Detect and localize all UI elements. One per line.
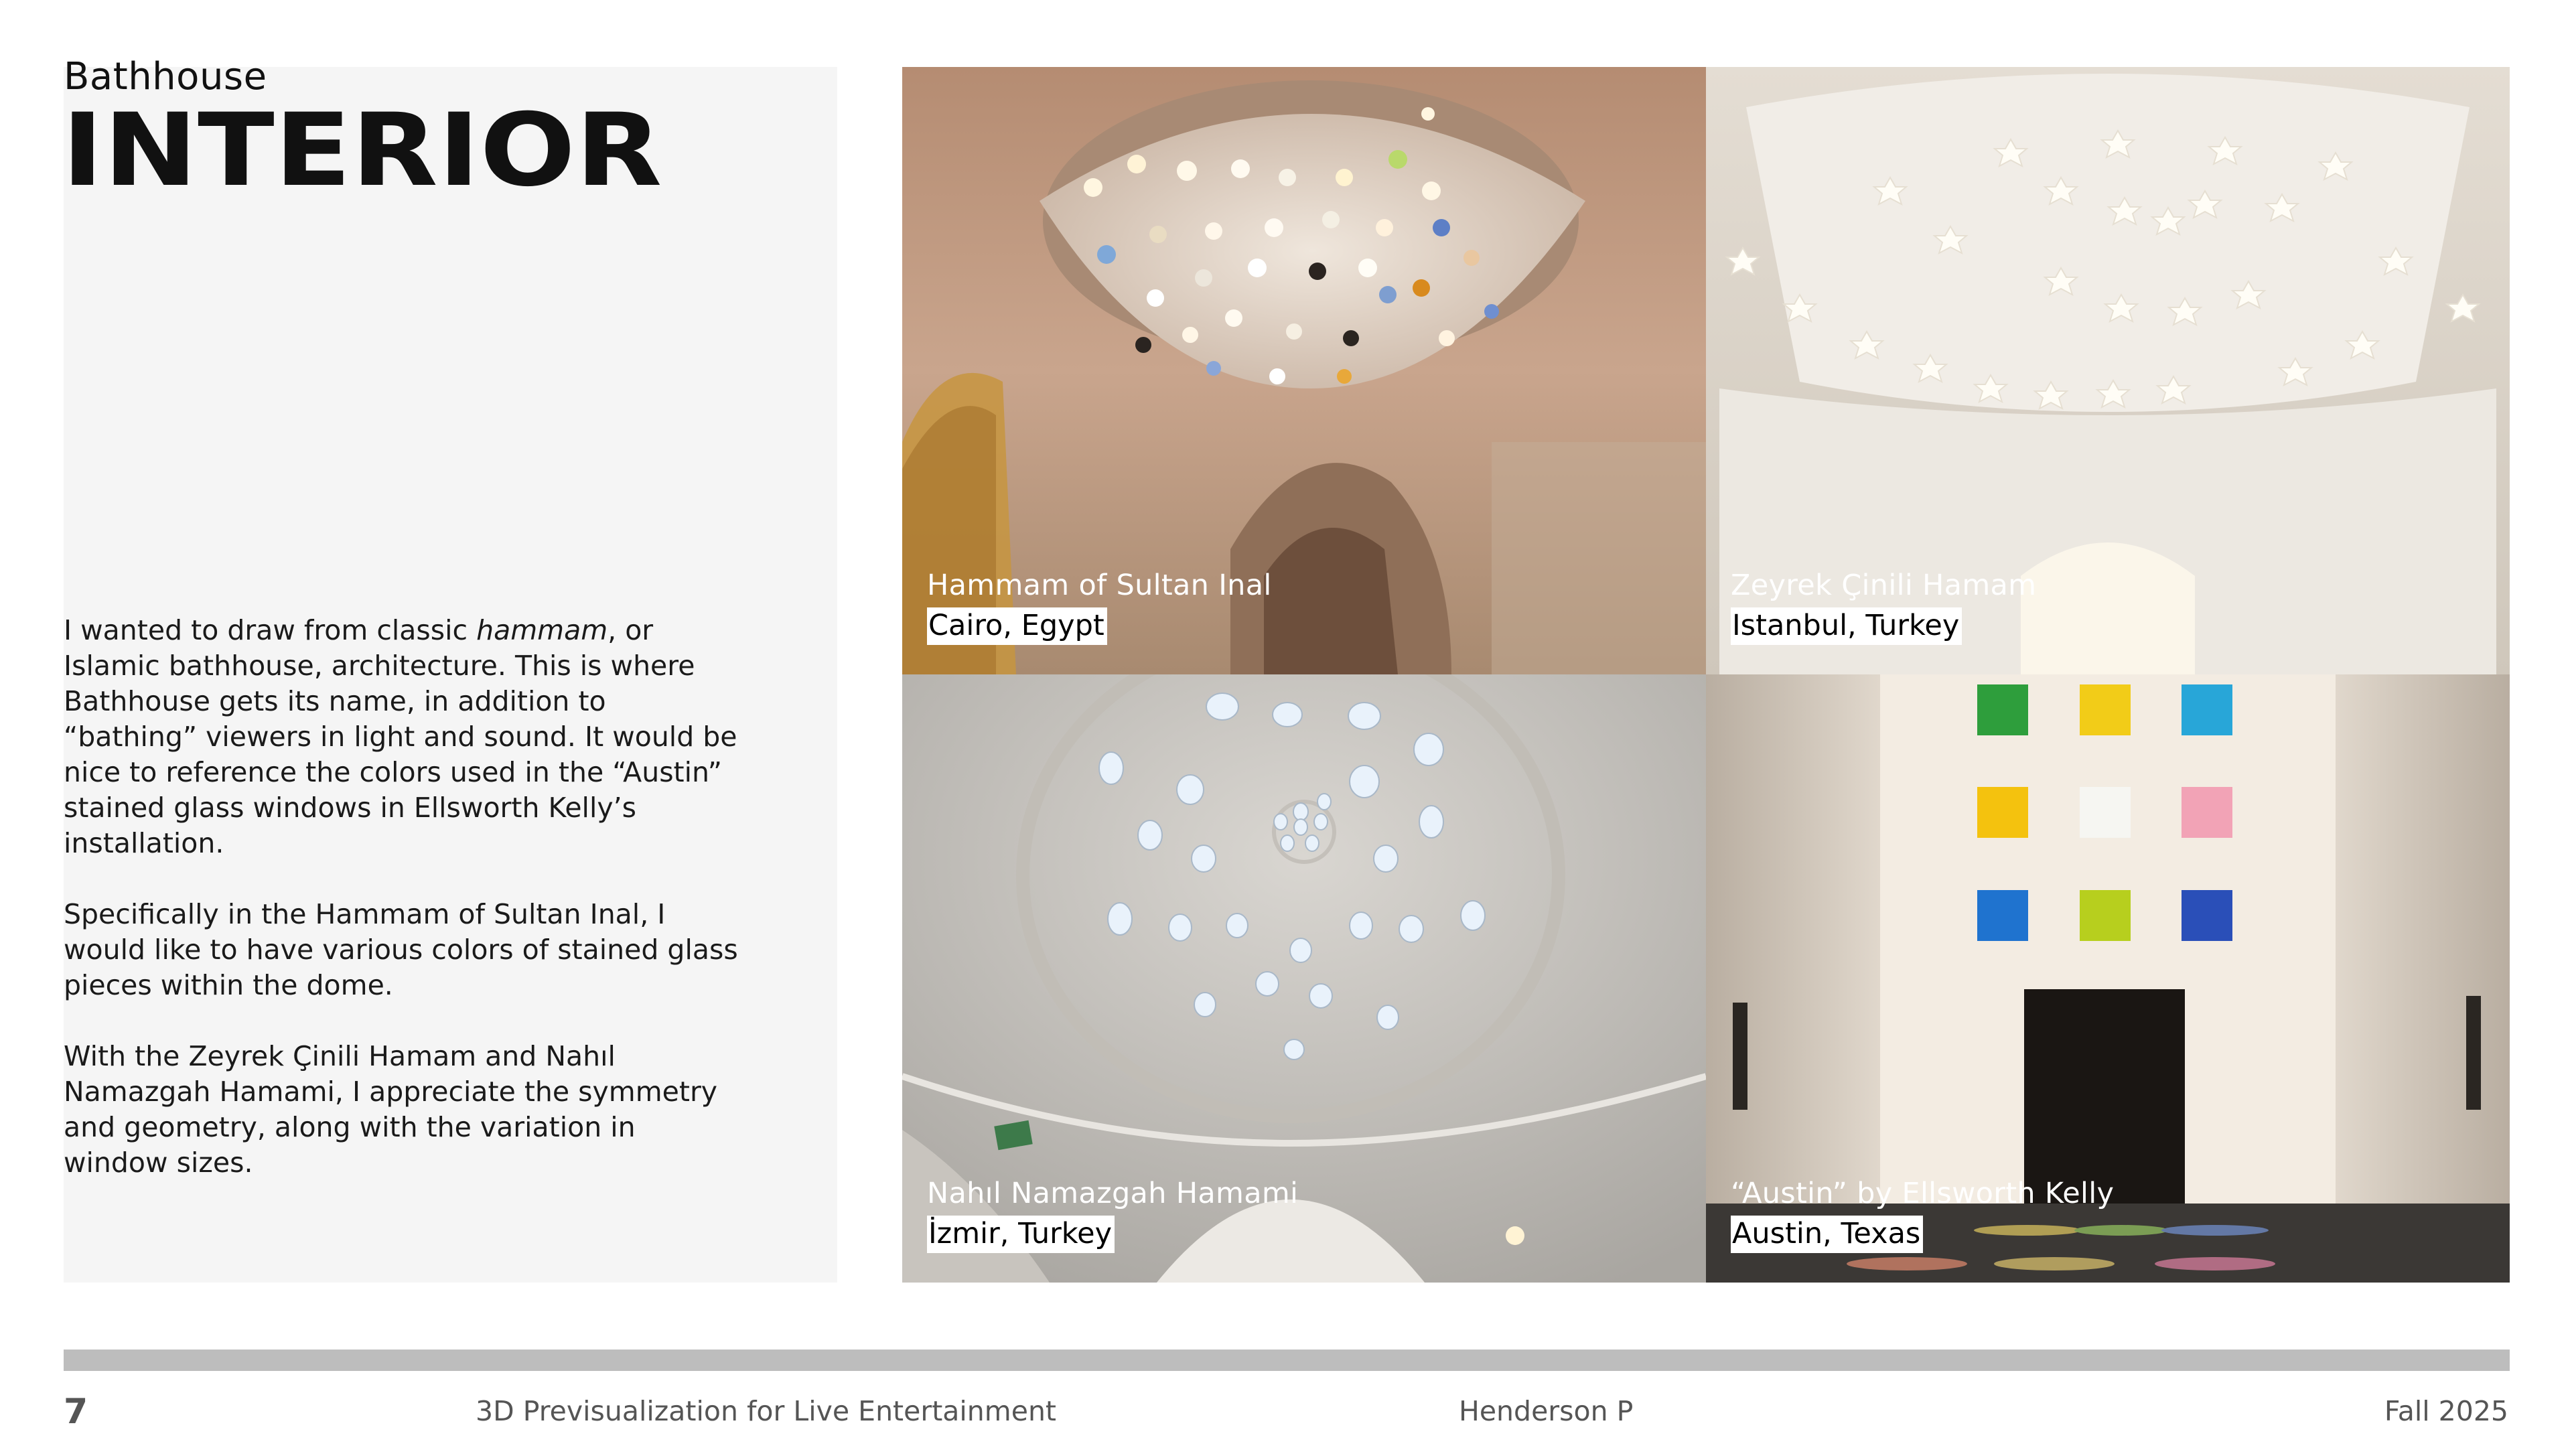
window-1 — [1977, 684, 2028, 735]
footer-course: 3D Previsualization for Live Entertainment — [476, 1395, 1057, 1427]
title-kicker: Bathhouse — [64, 55, 267, 98]
paragraph-1-start: I wanted to draw from classic — [64, 614, 477, 646]
austin-colored-windows — [1977, 684, 2232, 941]
window-9 — [2182, 890, 2232, 941]
window-4 — [1977, 787, 2028, 838]
photo-caption-title: Hammam of Sultan Inal — [927, 569, 1272, 602]
photo-caption-title: Zeyrek Çinili Hamam — [1731, 569, 2037, 602]
paragraph-1-end: , or Islamic bathhouse, architecture. This is where Bathhouse gets its name, in addition to “bathing” viewers in light and sound. It would be nice to reference the colors used in the “Austin” stained glass windows in Ellsworth Kelly’s installation. — [64, 614, 737, 859]
paragraph-2: Specifically in the Hammam of Sultan Inal, I would like to have various colors of stained glass pieces within the dome. — [64, 898, 738, 1001]
footer-term: Fall 2025 — [2384, 1395, 2508, 1427]
window-3 — [2182, 684, 2232, 735]
window-6 — [2182, 787, 2232, 838]
page-number: 7 — [64, 1392, 88, 1432]
body-text — [64, 613, 740, 1181]
photo-grid — [902, 67, 2510, 1283]
window-8 — [2080, 890, 2131, 941]
window-7 — [1977, 890, 2028, 941]
photo-zeyrek-cinili — [1706, 67, 2510, 674]
photo-caption-title: Nahıl Namazgah Hamami — [927, 1177, 1299, 1210]
footer-divider-bar — [64, 1350, 2510, 1371]
photo-caption-location: Cairo, Egypt — [927, 607, 1107, 645]
paragraph-1 — [64, 613, 740, 861]
photo-caption-location: Austin, Texas — [1731, 1216, 1923, 1253]
page-title: INTERIOR — [62, 92, 662, 209]
photo-caption-location: İzmir, Turkey — [927, 1216, 1115, 1253]
footer-author: Henderson P — [1459, 1395, 1634, 1427]
paragraph-3: With the Zeyrek Çinili Hamam and Nahıl Namazgah Hamami, I appreciate the symmetry and geometry, along with the variation in window sizes. — [64, 1040, 718, 1179]
photo-caption-location: Istanbul, Turkey — [1731, 607, 1962, 645]
photo-sultan-inal — [902, 67, 1706, 674]
photo-austin-kelly — [1706, 674, 2510, 1283]
window-5 — [2080, 787, 2131, 838]
window-2 — [2080, 684, 2131, 735]
paragraph-1-emphasis: hammam — [476, 614, 608, 646]
photo-nahil-namazgah — [902, 674, 1706, 1283]
photo-caption-title: “Austin” by Ellsworth Kelly — [1731, 1177, 2115, 1210]
